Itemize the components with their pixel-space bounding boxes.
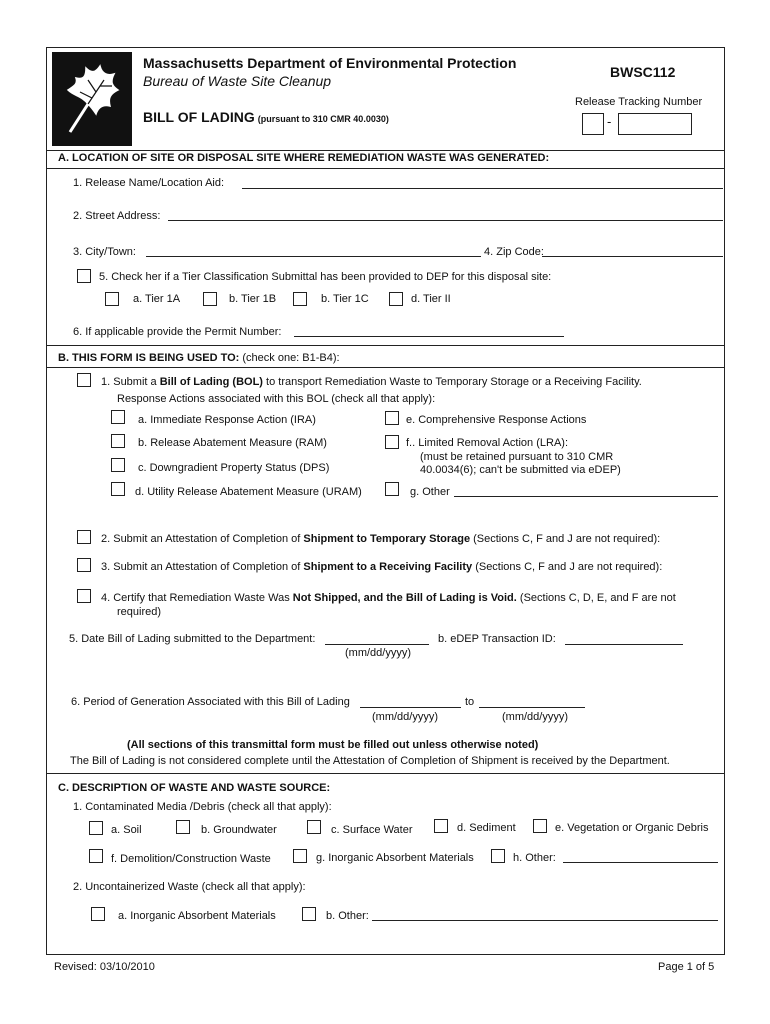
permit-field[interactable]	[294, 336, 564, 337]
comprehensive-label: e. Comprehensive Response Actions	[406, 414, 587, 426]
period-to: to	[465, 696, 475, 708]
rtn-region-input[interactable]	[582, 113, 604, 135]
b1-line2: Response Actions associated with this BOL (check all that apply):	[117, 393, 436, 405]
other-media-field[interactable]	[563, 862, 718, 863]
other-ra-label: g. Other	[410, 486, 450, 498]
uram-label: d. Utility Release Abatement Measure (URAM)	[135, 486, 362, 498]
demolition-label: f. Demolition/Construction Waste	[111, 853, 271, 865]
other-media-checkbox[interactable]	[491, 849, 505, 863]
lra-note-2: 40.0034(6); can't be submitted via eDEP)	[420, 464, 621, 476]
form-code: BWSC112	[610, 64, 676, 80]
period-start-format: (mm/dd/yyyy)	[372, 711, 438, 723]
media-label: 1. Contaminated Media /Debris (check all that apply):	[73, 801, 332, 813]
permit-label: 6. If applicable provide the Permit Number:	[73, 326, 282, 338]
release-name-field[interactable]	[242, 188, 723, 189]
surface-water-checkbox[interactable]	[307, 820, 321, 834]
ram-checkbox[interactable]	[111, 434, 125, 448]
tier-ii-checkbox[interactable]	[389, 292, 403, 306]
section-c-title: C. DESCRIPTION OF WASTE AND WASTE SOURCE:	[58, 782, 331, 794]
ira-checkbox[interactable]	[111, 410, 125, 424]
section-b-title: B. THIS FORM IS BEING USED TO: (check one: B1-B4):	[58, 352, 340, 364]
date-submitted-label: 5. Date Bill of Lading submitted to the Department:	[69, 633, 316, 645]
tier-1c-label: b. Tier 1C	[321, 293, 369, 305]
b1-text: 1. Submit a Bill of Lading (BOL) to transport Remediation Waste to Temporary Storage or a Receiving Facility.	[101, 376, 642, 388]
uncontainerized-label: 2. Uncontainerized Waste (check all that apply):	[73, 881, 306, 893]
section-c-top-rule	[46, 773, 724, 774]
tier-1a-label: a. Tier 1A	[133, 293, 181, 305]
rtn-label: Release Tracking Number	[575, 96, 703, 108]
city-label: 3. City/Town:	[73, 246, 136, 258]
uram-checkbox[interactable]	[111, 482, 125, 496]
unc-other-field[interactable]	[372, 920, 718, 921]
date-submitted-format: (mm/dd/yyyy)	[345, 647, 411, 659]
b3-checkbox[interactable]	[77, 558, 91, 572]
zip-label: 4. Zip Code:	[484, 246, 544, 258]
comprehensive-checkbox[interactable]	[385, 411, 399, 425]
b3-text: 3. Submit an Attestation of Completion of Shipment to a Receiving Facility (Sections C, F and J are not required):	[101, 561, 663, 573]
tier-check-label: 5. Check her if a Tier Classification Submittal has been provided to DEP for this disposal site:	[99, 271, 552, 283]
b1-checkbox[interactable]	[77, 373, 91, 387]
lra-note-1: (must be retained pursuant to 310 CMR	[420, 451, 614, 463]
b4-checkbox[interactable]	[77, 589, 91, 603]
other-ra-field[interactable]	[454, 496, 718, 497]
b2-checkbox[interactable]	[77, 530, 91, 544]
ram-label: b. Release Abatement Measure (RAM)	[138, 437, 327, 449]
revised-date: Revised: 03/10/2010	[54, 961, 155, 973]
zip-field[interactable]	[542, 256, 723, 257]
other-media-label: h. Other:	[513, 852, 556, 864]
period-label: 6. Period of Generation Associated with this Bill of Lading	[71, 696, 350, 708]
unc-other-label: b. Other:	[326, 910, 369, 922]
form-title: BILL OF LADING (pursuant to 310 CMR 40.0030)	[143, 109, 389, 125]
edep-field[interactable]	[565, 644, 683, 645]
lra-checkbox[interactable]	[385, 435, 399, 449]
street-field[interactable]	[168, 220, 723, 221]
oak-leaf-icon	[52, 52, 132, 146]
surface-water-label: c. Surface Water	[331, 824, 413, 836]
rtn-dash: -	[607, 114, 612, 129]
page-number: Page 1 of 5	[658, 961, 715, 973]
bureau-name: Bureau of Waste Site Cleanup	[143, 73, 332, 89]
rtn-number-input[interactable]	[618, 113, 692, 135]
period-start-field[interactable]	[360, 707, 461, 708]
release-name-label: 1. Release Name/Location Aid:	[73, 177, 225, 189]
vegetation-label: e. Vegetation or Organic Debris	[555, 822, 709, 834]
tier-1c-checkbox[interactable]	[293, 292, 307, 306]
tier-classification-checkbox[interactable]	[77, 269, 91, 283]
date-submitted-field[interactable]	[325, 644, 429, 645]
logo-divider	[46, 150, 724, 151]
period-end-field[interactable]	[479, 707, 585, 708]
agency-name: Massachusetts Department of Environmental Protection	[143, 55, 517, 71]
inorganic-label: g. Inorganic Absorbent Materials	[316, 852, 474, 864]
b2-text: 2. Submit an Attestation of Completion of Shipment to Temporary Storage (Sections C, F and J are not required):	[101, 533, 661, 545]
unc-inorganic-label: a. Inorganic Absorbent Materials	[118, 910, 276, 922]
tier-1b-label: b. Tier 1B	[229, 293, 277, 305]
ira-label: a. Immediate Response Action (IRA)	[138, 414, 316, 426]
other-ra-checkbox[interactable]	[385, 482, 399, 496]
unc-inorganic-checkbox[interactable]	[91, 907, 105, 921]
inorganic-checkbox[interactable]	[293, 849, 307, 863]
dps-checkbox[interactable]	[111, 458, 125, 472]
completion-note-bold: (All sections of this transmittal form must be filled out unless otherwise noted)	[127, 739, 539, 751]
section-b-top-rule	[46, 345, 724, 346]
groundwater-label: b. Groundwater	[201, 824, 277, 836]
b4-line2: required)	[117, 606, 162, 618]
lra-label: f.. Limited Removal Action (LRA):	[406, 437, 569, 449]
city-field[interactable]	[146, 256, 481, 257]
section-a-rule	[46, 168, 724, 169]
demolition-checkbox[interactable]	[89, 849, 103, 863]
section-a-title: A. LOCATION OF SITE OR DISPOSAL SITE WHERE REMEDIATION WASTE WAS GENERATED:	[58, 152, 550, 164]
street-label: 2. Street Address:	[73, 210, 161, 222]
vegetation-checkbox[interactable]	[533, 819, 547, 833]
tier-1b-checkbox[interactable]	[203, 292, 217, 306]
soil-checkbox[interactable]	[89, 821, 103, 835]
sediment-checkbox[interactable]	[434, 819, 448, 833]
sediment-label: d. Sediment	[457, 822, 516, 834]
tier-ii-label: d. Tier II	[411, 293, 451, 305]
section-b-rule	[46, 367, 724, 368]
groundwater-checkbox[interactable]	[176, 820, 190, 834]
unc-other-checkbox[interactable]	[302, 907, 316, 921]
soil-label: a. Soil	[111, 824, 142, 836]
completion-note: The Bill of Lading is not considered complete until the Attestation of Completion of Shipment is received by the Department.	[70, 755, 670, 767]
dps-label: c. Downgradient Property Status (DPS)	[138, 462, 330, 474]
period-end-format: (mm/dd/yyyy)	[502, 711, 568, 723]
b4-text: 4. Certify that Remediation Waste Was Not Shipped, and the Bill of Lading is Void. (Sections C, D, E, and F are not	[101, 592, 676, 604]
tier-1a-checkbox[interactable]	[105, 292, 119, 306]
edep-label: b. eDEP Transaction ID:	[438, 633, 556, 645]
dep-logo	[52, 52, 132, 146]
